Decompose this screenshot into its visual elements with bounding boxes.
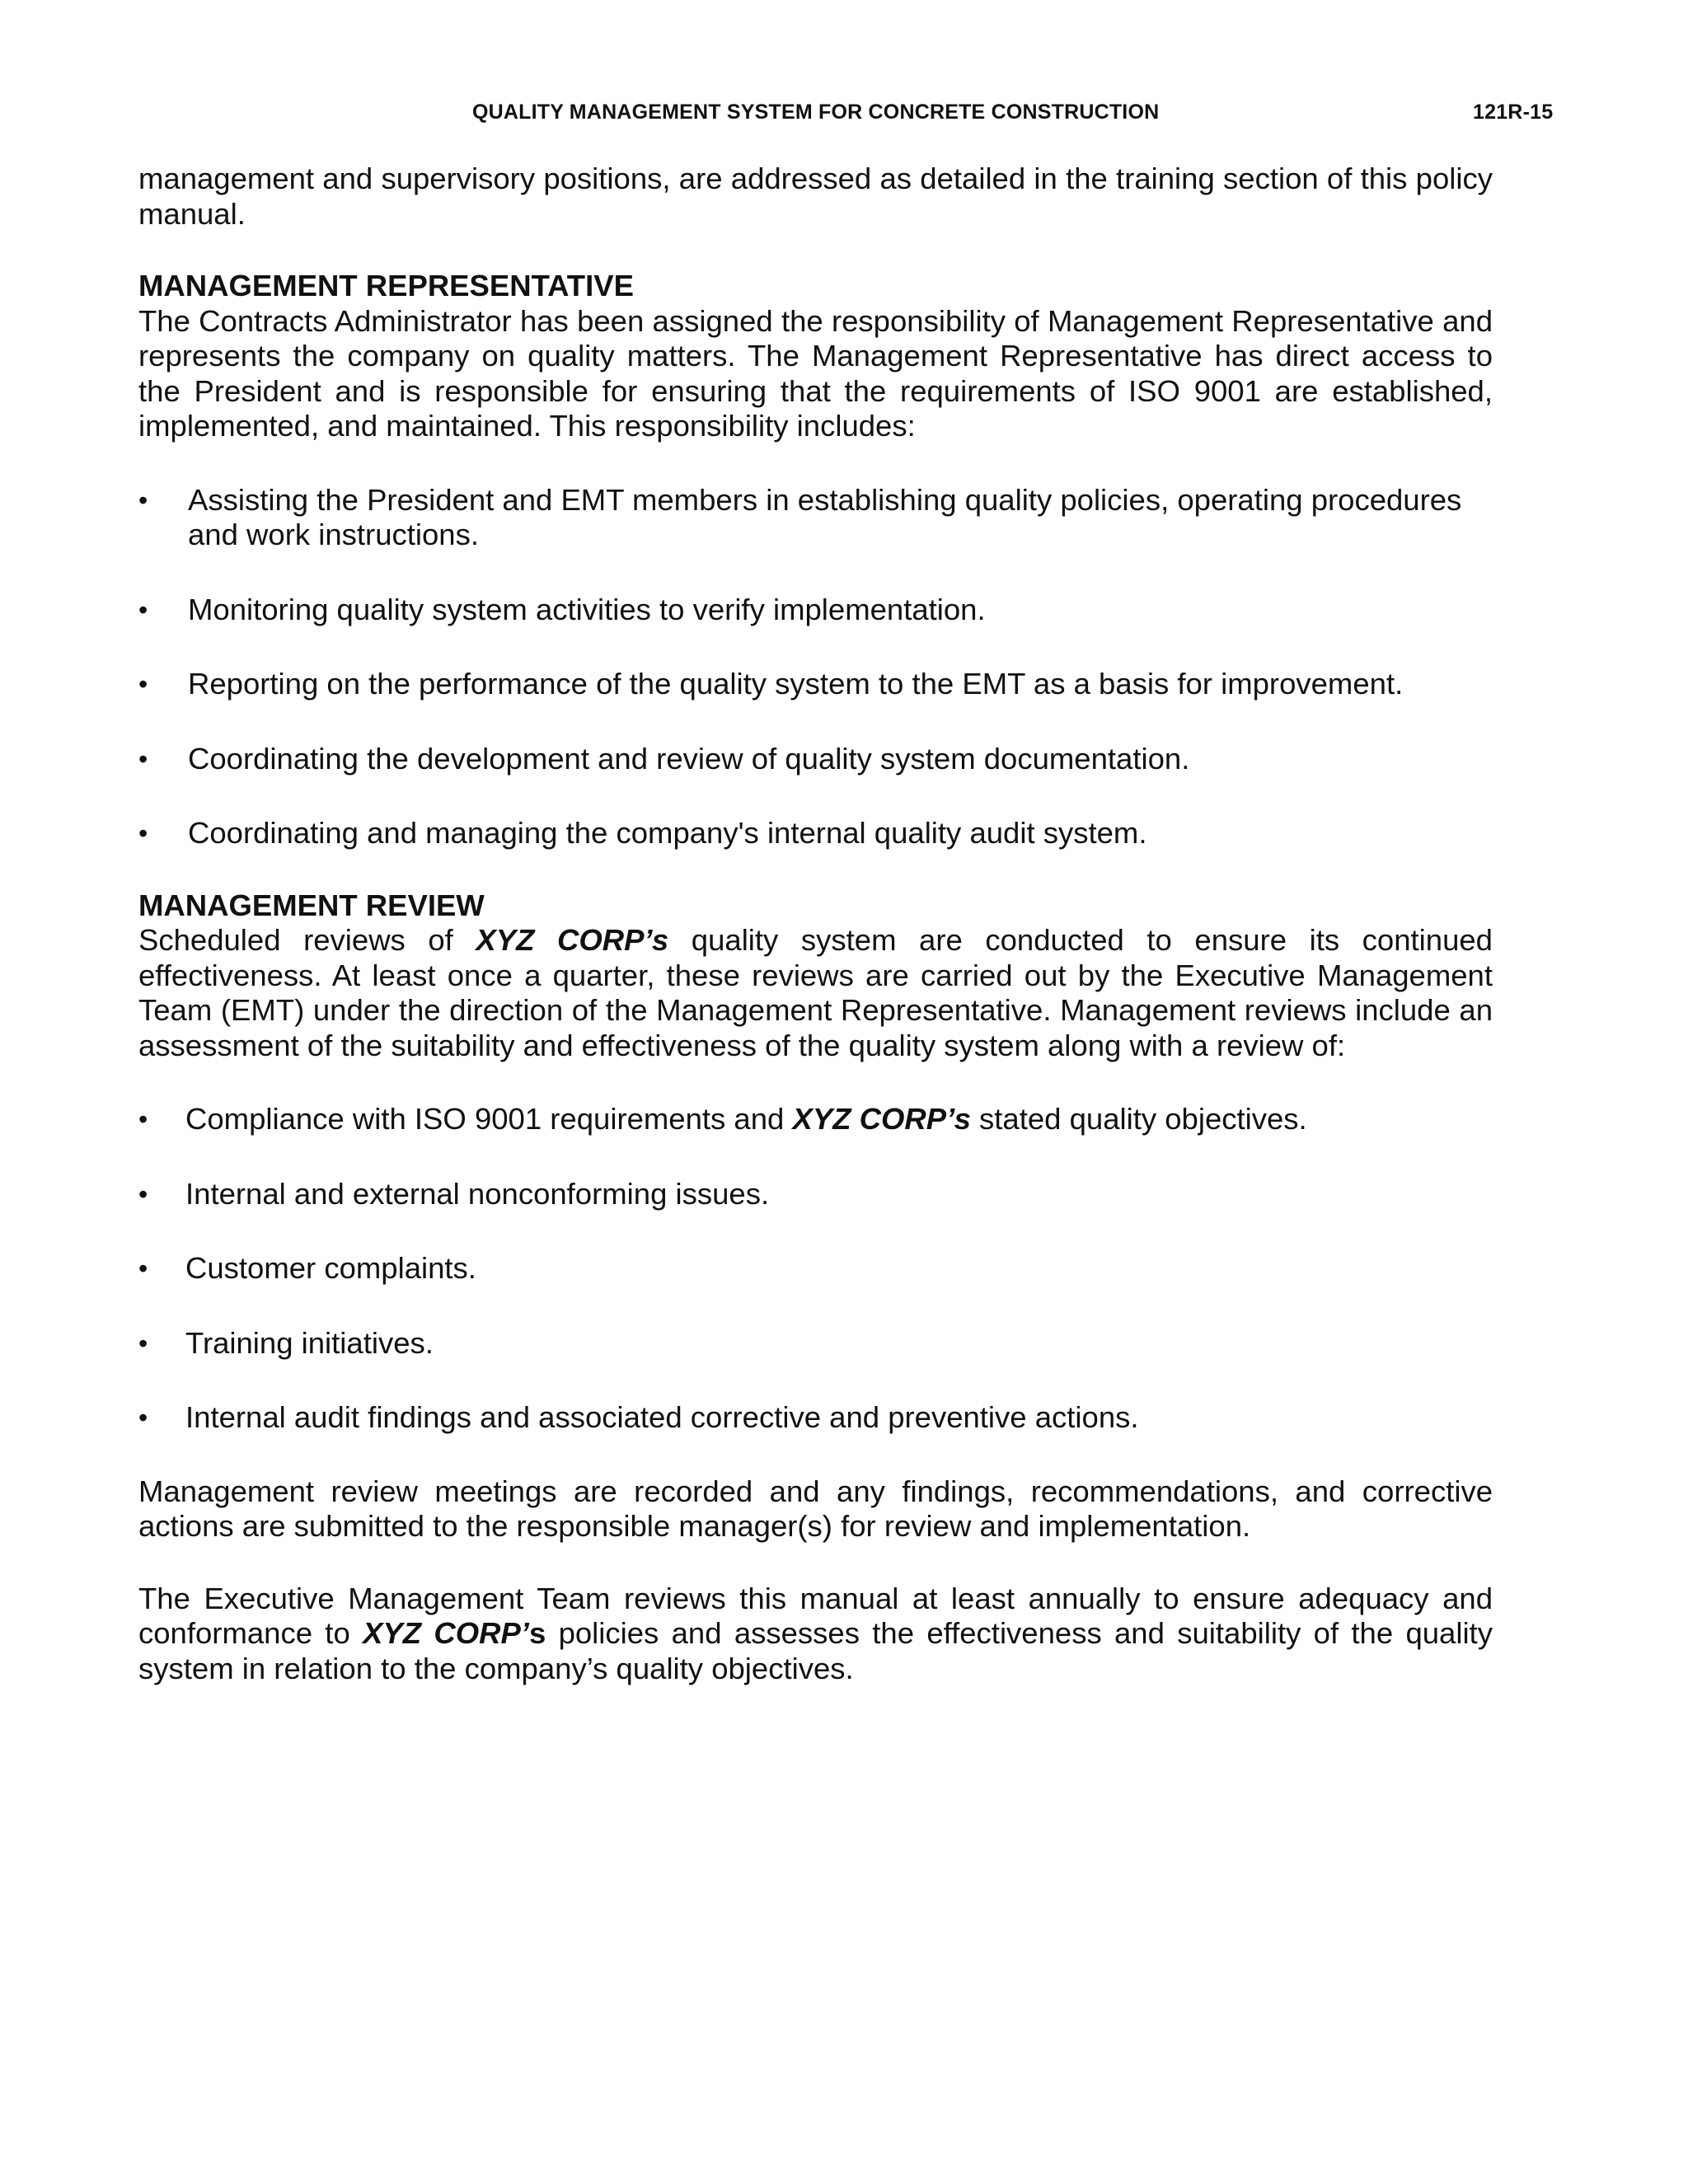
list-item-text: Training initiatives. — [185, 1325, 434, 1360]
bullet-icon: • — [138, 1179, 148, 1209]
section-heading-management-review: MANAGEMENT REVIEW — [138, 888, 485, 922]
list-item — [138, 742, 1493, 777]
spacer — [138, 851, 1493, 888]
company-name: XYZ CORP’s — [476, 923, 669, 957]
paragraph-text: The Executive Management Team reviews this manual at least annually to ensure adequacy and conformance to — [138, 1581, 1493, 1650]
company-name-suffix: s — [528, 1616, 546, 1650]
management-representative-section — [138, 269, 1493, 851]
spacer — [138, 1436, 1493, 1474]
bullet-icon: • — [138, 669, 148, 699]
spacer — [138, 444, 1493, 483]
bullet-icon: • — [138, 1104, 148, 1134]
list-item-text-part: stated quality objectives. — [979, 1102, 1307, 1136]
paragraph-text: policies and assesses the effectiveness and suitability of the quality system in relation to the company’s quality objectives. — [138, 1616, 1493, 1685]
list-item-text: Monitoring quality system activities to verify implementation. — [188, 592, 986, 626]
bullet-icon: • — [138, 818, 148, 848]
list-item — [138, 593, 1493, 628]
company-name — [363, 1616, 546, 1650]
running-header — [0, 101, 1688, 127]
list-item-text: Coordinating the development and review of quality system documentation. — [188, 741, 1190, 776]
list-item-text: Customer complaints. — [185, 1251, 476, 1285]
spacer — [138, 1063, 1493, 1102]
section-heading-management-representative: MANAGEMENT REPRESENTATIVE — [138, 269, 634, 302]
list-item-text: Assisting the President and EMT members in establishing quality policies, operating procedures and work instructions. — [188, 482, 1462, 551]
closing-paragraph-annual-review — [138, 1582, 1493, 1687]
spacer — [138, 1544, 1493, 1582]
list-item — [138, 667, 1493, 702]
list-item — [138, 483, 1493, 553]
spacer — [138, 232, 1493, 269]
bullet-icon: • — [138, 485, 148, 515]
bullet-icon: • — [138, 1328, 148, 1358]
list-item-text: Internal and external nonconforming issues. — [185, 1176, 770, 1211]
bullet-icon: • — [138, 594, 148, 625]
list-item — [138, 816, 1493, 851]
responsibility-list — [138, 483, 1493, 851]
list-item-text — [185, 1102, 1307, 1136]
bullet-icon: • — [138, 1403, 148, 1432]
list-item — [138, 1102, 1493, 1137]
list-item — [138, 1177, 1493, 1212]
page-number: 121R-15 — [1473, 101, 1554, 124]
paragraph-text: Scheduled reviews of — [138, 923, 453, 957]
list-item-text-part: Compliance with ISO 9001 requirements and — [185, 1102, 785, 1136]
intro-paragraph: management and supervisory positions, are addressed as detailed in the training section of this policy manual. — [138, 162, 1493, 231]
bullet-icon: • — [138, 743, 148, 774]
list-item-text: Internal audit findings and associated corrective and preventive actions. — [185, 1400, 1139, 1434]
document-body — [138, 162, 1493, 1686]
company-name-core: XYZ CORP’ — [363, 1616, 529, 1650]
running-title: QUALITY MANAGEMENT SYSTEM FOR CONCRETE CONSTRUCTION — [472, 101, 1160, 124]
management-representative-paragraph: The Contracts Administrator has been assigned the responsibility of Management Representative and represents the company on quality matters. The Management Representative has direct access to the President and is responsible for ensuring that the requirements of ISO 9001 are established, implemented, and maintained. This responsibility includes: — [138, 303, 1493, 443]
management-review-section — [138, 888, 1493, 1687]
list-item-text: Coordinating and managing the company's internal quality audit system. — [188, 816, 1147, 850]
company-name: XYZ CORP’s — [792, 1102, 971, 1136]
management-review-paragraph — [138, 923, 1493, 1063]
list-item — [138, 1251, 1493, 1286]
paragraph-text: quality system are conducted to ensure its continued effectiveness. At least once a quarter, these reviews are carried out by the Executive Management Team (EMT) under the direction of the Management Representative. Management reviews include an assessment of the suitability and effectiveness of the quality system along with a review of: — [138, 923, 1493, 1062]
review-list — [138, 1102, 1493, 1436]
list-item-text: Reporting on the performance of the quality system to the EMT as a basis for improvement. — [188, 667, 1404, 701]
bullet-icon: • — [138, 1254, 148, 1283]
closing-paragraph-meetings: Management review meetings are recorded and any findings, recommendations, and corrective actions are submitted to the responsible manager(s) for review and implementation. — [138, 1474, 1493, 1543]
list-item — [138, 1400, 1493, 1436]
list-item — [138, 1326, 1493, 1361]
